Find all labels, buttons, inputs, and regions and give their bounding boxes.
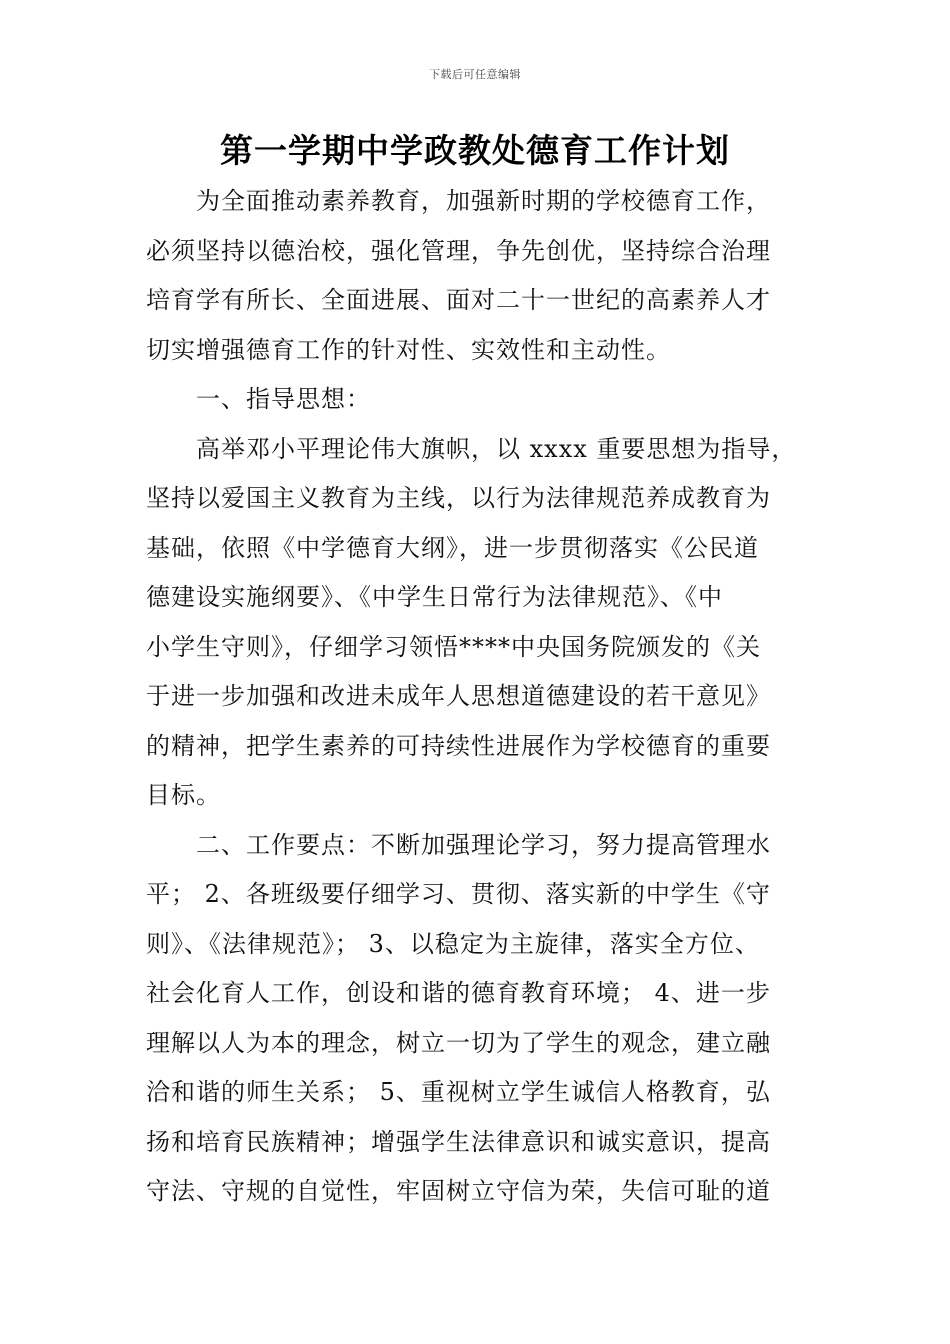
text-line: 为全面推动素养教育，加强新时期的学校德育工作， (196, 187, 771, 215)
text-line: 守法、守规的自觉性，牢固树立守信为荣，失信可耻的道 (146, 1177, 771, 1205)
body-text (146, 177, 836, 1217)
text-line: 社会化育人工作，创设和谐的德育教育环境； 4、进一步 (146, 979, 771, 1007)
text-line: 坚持以爱国主义教育为主线，以行为法律规范养成教育为 (146, 484, 771, 512)
text-line: 培育学有所长、全面进展、面对二十一世纪的高素养人才 (146, 286, 771, 314)
text-line: 平； 2、各班级要仔细学习、贯彻、落实新的中学生《守 (146, 880, 771, 908)
text-line: 小学生守则》，仔细学习领悟****中央国务院颁发的《关 (146, 632, 761, 661)
text-line: 洽和谐的师生关系； 5、重视树立学生诚信人格教育，弘 (146, 1078, 771, 1106)
document-title: 第一学期中学政教处德育工作计划 (220, 131, 730, 170)
text-line: 必须坚持以德治校，强化管理，争先创优，坚持综合治理 (146, 236, 771, 265)
text-line: 二、工作要点：不断加强理论学习，努力提高管理水 (196, 830, 771, 859)
text-line: 高举邓小平理论伟大旗帜，以 xxxx 重要思想为指导， (196, 434, 797, 463)
text-line: 理解以人为本的理念，树立一切为了学生的观念，建立融 (146, 1028, 771, 1057)
text-line: 扬和培育民族精神；增强学生法律意识和诚实意识，提高 (146, 1127, 771, 1156)
text-line: 基础，依照《中学德育大纲》，进一步贯彻落实《公民道 (146, 533, 759, 562)
text-line: 的精神，把学生素养的可持续性进展作为学校德育的重要 (146, 731, 771, 760)
text-line: 于进一步加强和改进未成年人思想道德建设的若干意见》 (146, 682, 771, 710)
text-line: 切实增强德育工作的针对性、实效性和主动性。 (146, 335, 671, 364)
header-note: 下载后可任意编辑 (429, 68, 521, 81)
text-line: 一、指导思想： (196, 385, 371, 413)
text-line: 德建设实施纲要》、《中学生日常行为法律规范》、《中 (146, 583, 723, 611)
text-line: 则》、《法律规范》； 3、以稳定为主旋律，落实全方位、 (146, 929, 760, 958)
text-line: 目标。 (146, 781, 221, 809)
